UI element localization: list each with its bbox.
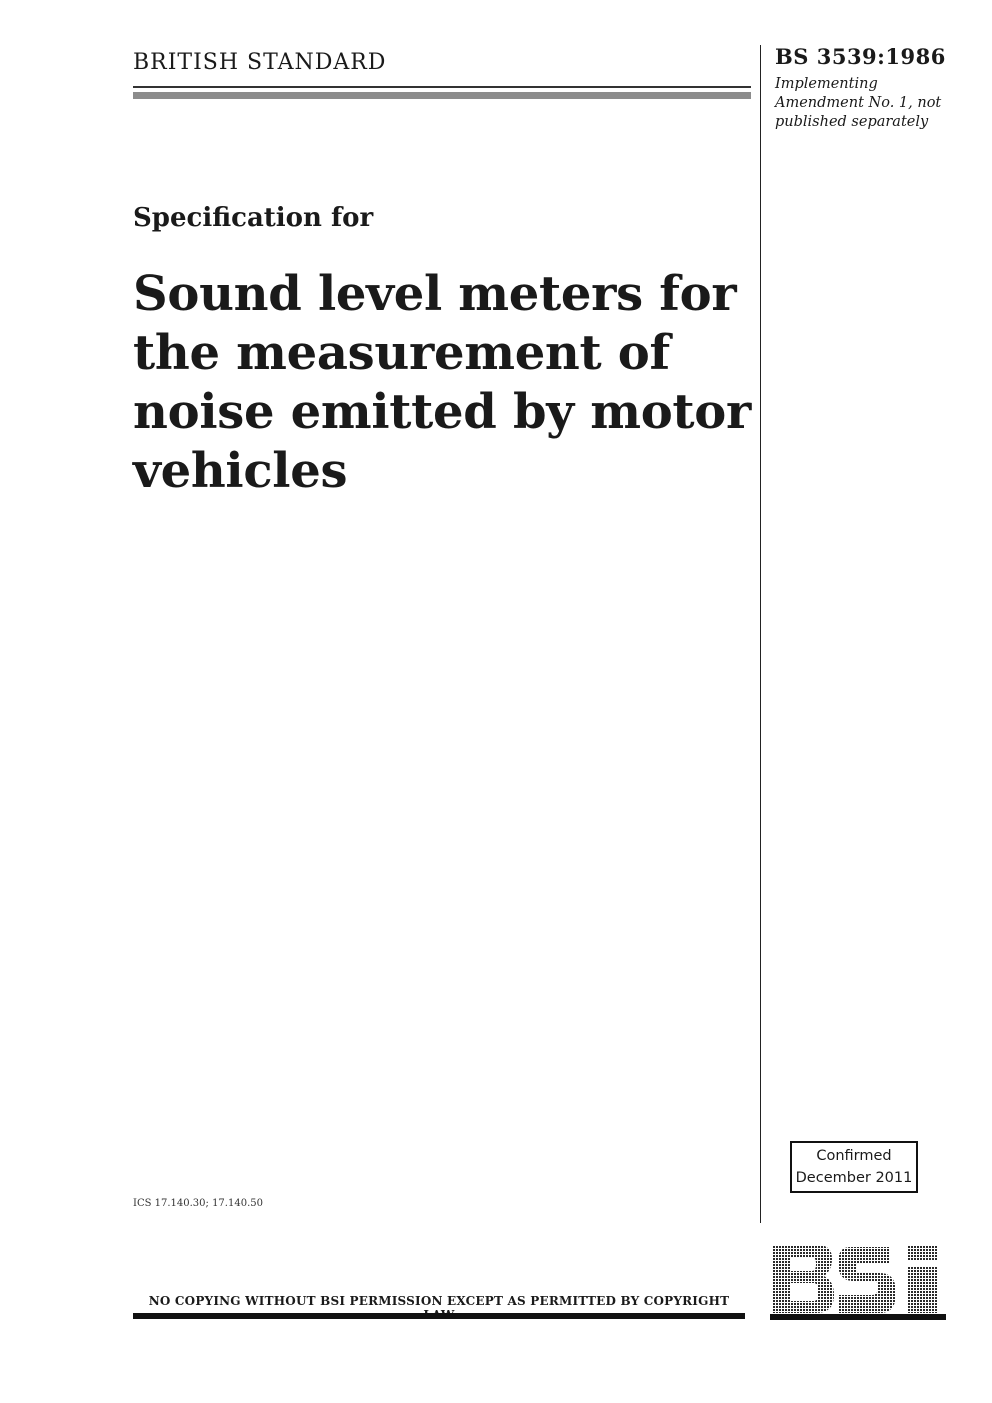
confirmed-stamp (790, 1141, 918, 1193)
confirmed-label: Confirmed (816, 1148, 892, 1164)
logo-rule (770, 1314, 946, 1320)
header-rule-thick (133, 92, 751, 99)
amendment-note: Implementing Amendment No. 1, not published separately (775, 76, 942, 130)
document-subtitle: Specification for (133, 203, 374, 233)
standard-number: BS 3539:1986 (775, 44, 946, 69)
ics-codes: ICS 17.140.30; 17.140.50 (133, 1198, 263, 1209)
series-label: BRITISH STANDARD (133, 50, 387, 75)
copyright-notice: NO COPYING WITHOUT BSI PERMISSION EXCEPT AS PERMITTED BY COPYRIGHT (148, 1294, 730, 1308)
footer-rule (133, 1313, 745, 1319)
column-divider (760, 45, 761, 1223)
confirmed-date: December 2011 (795, 1170, 913, 1186)
bsi-logo-icon (770, 1243, 946, 1315)
bsi-logo (770, 1243, 946, 1321)
document-title: Sound level meters for the measurement of noise emitted by motor vehicles (133, 266, 751, 499)
header-rule-thin (133, 86, 751, 88)
